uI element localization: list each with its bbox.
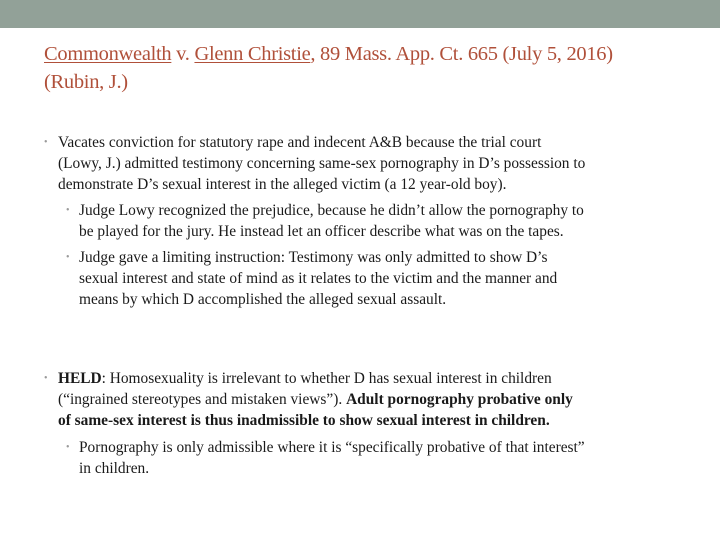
bullet-text: (Lowy, J.) admitted testimony concerning same-sex pornography in D’s possession to: [58, 155, 586, 172]
title-citation: , 89 Mass. App. Ct. 665 (July 5, 2016): [310, 43, 613, 65]
bullet-icon: •: [66, 252, 70, 263]
held-line-1: [58, 368, 552, 389]
title-judge: (Rubin, J.): [44, 71, 128, 93]
sub-bullet-text: Judge gave a limiting instruction: Testimony was only admitted to show D’s: [79, 249, 548, 266]
held-line-3: [58, 410, 550, 431]
bullet-icon: •: [66, 442, 70, 453]
bullet-text: demonstrate D’s sexual interest in the alleged victim (a 12 year-old boy).: [58, 176, 507, 193]
party2-link: Glenn Christie: [194, 43, 311, 65]
sub-bullet-text: sexual interest and state of mind as it relates to the victim and the manner and: [79, 270, 558, 287]
bullet-icon: •: [44, 137, 48, 148]
sub-bullet-text: be played for the jury. He instead let an officer describe what was on the tapes.: [79, 223, 564, 240]
bullet-text: Vacates conviction for statutory rape and indecent A&B because the trial court: [58, 134, 542, 151]
held-bold-text: Adult pornography probative only: [346, 391, 573, 408]
sub-bullet-text: Judge Lowy recognized the prejudice, because he didn’t allow the pornography to: [79, 202, 584, 219]
sub-bullet-text: means by which D accomplished the alleged sexual assault.: [79, 291, 447, 308]
party1-link: Commonwealth: [44, 43, 172, 65]
held-label: HELD: [58, 370, 102, 387]
title-v: v.: [171, 43, 195, 65]
held-line-2: [58, 389, 573, 410]
top-bar: [0, 0, 720, 28]
held-text: (“ingrained stereotypes and mistaken views”).: [58, 391, 347, 408]
bullet-icon: •: [44, 373, 48, 384]
slide-title: [44, 40, 613, 96]
sub-bullet-text: Pornography is only admissible where it is “specifically probative of that interest”: [79, 439, 585, 456]
held-text: : Homosexuality is irrelevant to whether D has sexual interest in children: [101, 370, 552, 387]
held-bold-text: of same-sex interest is thus inadmissible to show sexual interest in children.: [58, 412, 550, 429]
bullet-icon: •: [66, 205, 70, 216]
sub-bullet-text: in children.: [79, 460, 150, 477]
